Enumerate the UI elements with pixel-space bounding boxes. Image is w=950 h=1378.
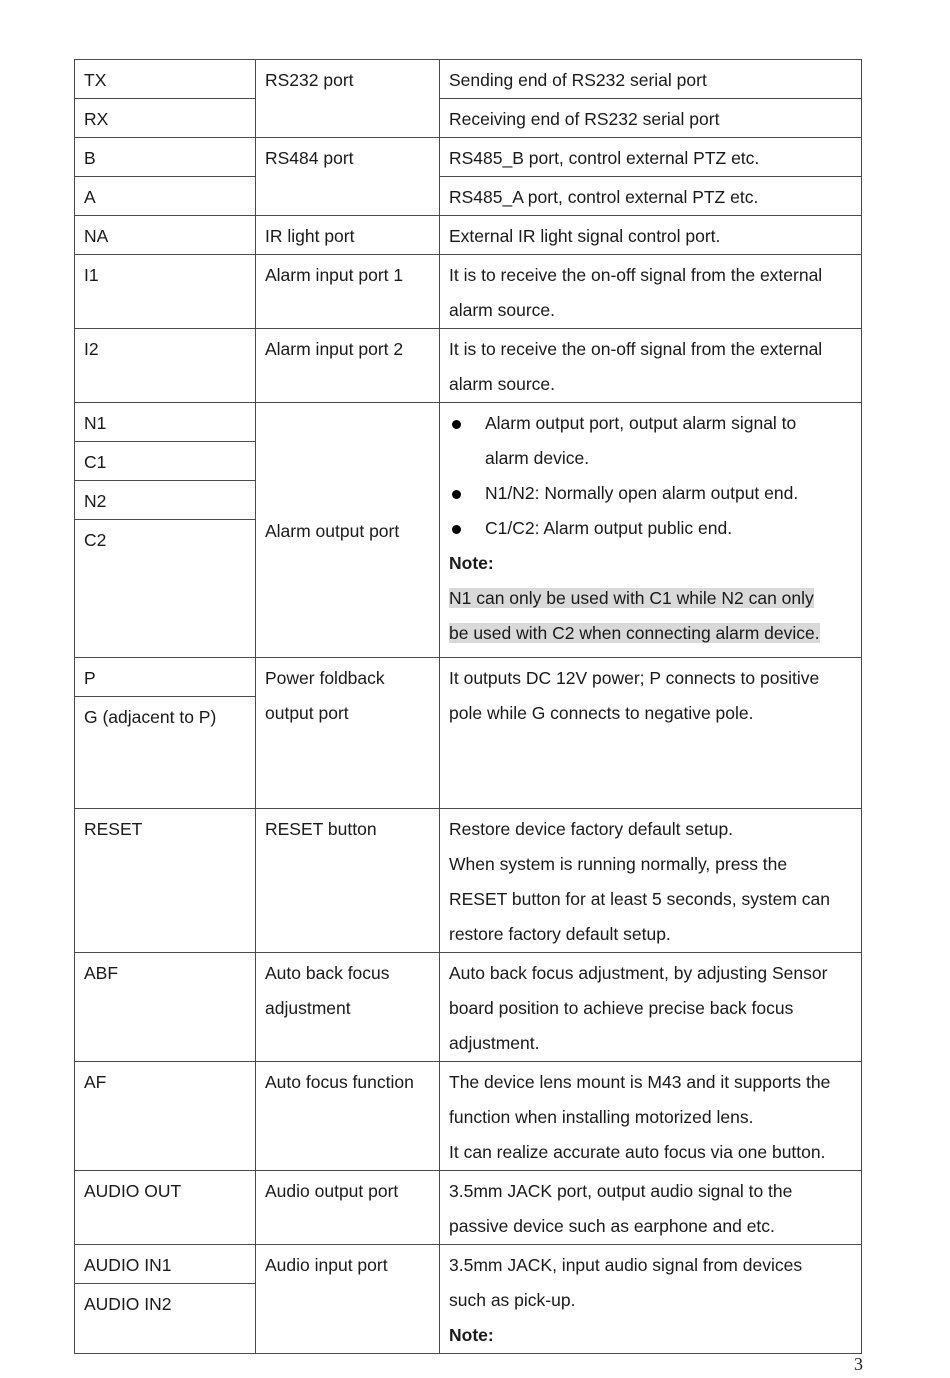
pin-cell: RX bbox=[75, 99, 256, 138]
table-row bbox=[75, 60, 862, 99]
bullet-text: alarm device. bbox=[485, 448, 590, 468]
pin-cell: C2 bbox=[75, 520, 256, 658]
description-line: When system is running normally, press the bbox=[449, 854, 788, 874]
description-line: Restore device factory default setup. bbox=[449, 819, 734, 839]
description-cell: External IR light signal control port. bbox=[440, 216, 862, 255]
note-label: Note: bbox=[449, 553, 494, 573]
description-cell: RS485_A port, control external PTZ etc. bbox=[440, 177, 862, 216]
port-name-cell: Audio output port bbox=[256, 1171, 440, 1245]
description-line: It is to receive the on-off signal from the external bbox=[449, 339, 823, 359]
description-cell bbox=[440, 403, 862, 658]
description-line: The device lens mount is M43 and it supports the bbox=[449, 1072, 831, 1092]
description-cell: Receiving end of RS232 serial port bbox=[440, 99, 862, 138]
description-line: It outputs DC 12V power; P connects to positive bbox=[449, 668, 820, 688]
bullet-item bbox=[449, 511, 861, 546]
description-line: Auto back focus adjustment, by adjusting Sensor bbox=[449, 963, 828, 983]
bullet-list bbox=[449, 406, 861, 546]
description-line: such as pick-up. bbox=[449, 1290, 576, 1310]
description-line: It is to receive the on-off signal from the external bbox=[449, 265, 823, 285]
port-name-cell: Audio input port bbox=[256, 1245, 440, 1354]
table-row bbox=[75, 177, 862, 216]
pin-cell: B bbox=[75, 138, 256, 177]
table-row bbox=[75, 216, 862, 255]
description-line: restore factory default setup. bbox=[449, 924, 671, 944]
description-cell bbox=[440, 953, 862, 1062]
pin-cell: AUDIO IN2 bbox=[75, 1284, 256, 1354]
bullet-text: Alarm output port, output alarm signal to bbox=[485, 413, 797, 433]
pin-cell: N1 bbox=[75, 403, 256, 442]
table-row bbox=[75, 329, 862, 403]
note-text: be used with C2 when connecting alarm device. bbox=[449, 623, 820, 643]
page-number: 3 bbox=[854, 1354, 863, 1374]
description-cell bbox=[440, 255, 862, 329]
port-name-cell: IR light port bbox=[256, 216, 440, 255]
table-row bbox=[75, 99, 862, 138]
description-line: RESET button for at least 5 seconds, system can bbox=[449, 889, 830, 909]
port-name-cell: RESET button bbox=[256, 809, 440, 953]
pin-cell: N2 bbox=[75, 481, 256, 520]
table-row bbox=[75, 953, 862, 1062]
description-line: 3.5mm JACK port, output audio signal to the bbox=[449, 1181, 793, 1201]
pin-cell: RESET bbox=[75, 809, 256, 953]
pin-cell: A bbox=[75, 177, 256, 216]
description-line: board position to achieve precise back focus bbox=[449, 998, 794, 1018]
description-line: alarm source. bbox=[449, 300, 556, 320]
description-line: 3.5mm JACK, input audio signal from devices bbox=[449, 1255, 803, 1275]
pin-cell: P bbox=[75, 658, 256, 697]
pin-cell: AF bbox=[75, 1062, 256, 1171]
description-cell: RS485_B port, control external PTZ etc. bbox=[440, 138, 862, 177]
port-name-cell bbox=[256, 953, 440, 1062]
bullet-text: N1/N2: Normally open alarm output end. bbox=[485, 483, 799, 503]
port-name-line: adjustment bbox=[265, 998, 351, 1018]
table-row bbox=[75, 1171, 862, 1245]
port-name-cell: Alarm input port 1 bbox=[256, 255, 440, 329]
note-label: Note: bbox=[449, 1325, 494, 1345]
pin-cell: TX bbox=[75, 60, 256, 99]
table-row bbox=[75, 255, 862, 329]
bullet-item bbox=[449, 406, 861, 476]
table-row bbox=[75, 1062, 862, 1171]
pin-cell: I2 bbox=[75, 329, 256, 403]
description-cell bbox=[440, 809, 862, 953]
port-name-line: Power foldback bbox=[265, 668, 385, 688]
port-name-line: Auto back focus bbox=[265, 963, 390, 983]
pin-cell: AUDIO IN1 bbox=[75, 1245, 256, 1284]
description-cell bbox=[440, 1245, 862, 1354]
description-line: pole while G connects to negative pole. bbox=[449, 703, 754, 723]
pin-cell: I1 bbox=[75, 255, 256, 329]
table-row bbox=[75, 403, 862, 442]
bullet-text: C1/C2: Alarm output public end. bbox=[485, 518, 733, 538]
description-line: passive device such as earphone and etc. bbox=[449, 1216, 775, 1236]
description-line: alarm source. bbox=[449, 374, 556, 394]
table-row bbox=[75, 1245, 862, 1284]
description-cell bbox=[440, 329, 862, 403]
pin-cell: AUDIO OUT bbox=[75, 1171, 256, 1245]
table-row bbox=[75, 809, 862, 953]
description-cell bbox=[440, 1062, 862, 1171]
pin-cell: NA bbox=[75, 216, 256, 255]
pin-cell: C1 bbox=[75, 442, 256, 481]
description-cell: Sending end of RS232 serial port bbox=[440, 60, 862, 99]
description-cell bbox=[440, 1171, 862, 1245]
pin-cell: G (adjacent to P) bbox=[75, 697, 256, 809]
port-name-cell: Alarm input port 2 bbox=[256, 329, 440, 403]
port-name-cell: Alarm output port bbox=[256, 403, 440, 658]
port-description-table bbox=[74, 59, 862, 1354]
table-row bbox=[75, 658, 862, 697]
port-name-cell: Auto focus function bbox=[256, 1062, 440, 1171]
port-name-cell bbox=[256, 658, 440, 809]
bullet-item bbox=[449, 476, 861, 511]
note-text: N1 can only be used with C1 while N2 can only bbox=[449, 588, 814, 608]
port-name-line: output port bbox=[265, 703, 349, 723]
description-cell bbox=[440, 658, 862, 809]
port-name-cell: RS232 port bbox=[256, 60, 440, 138]
pin-cell: ABF bbox=[75, 953, 256, 1062]
table-row bbox=[75, 138, 862, 177]
description-line: adjustment. bbox=[449, 1033, 540, 1053]
description-line: It can realize accurate auto focus via one button. bbox=[449, 1142, 826, 1162]
port-name-cell: RS484 port bbox=[256, 138, 440, 216]
description-line: function when installing motorized lens. bbox=[449, 1107, 754, 1127]
